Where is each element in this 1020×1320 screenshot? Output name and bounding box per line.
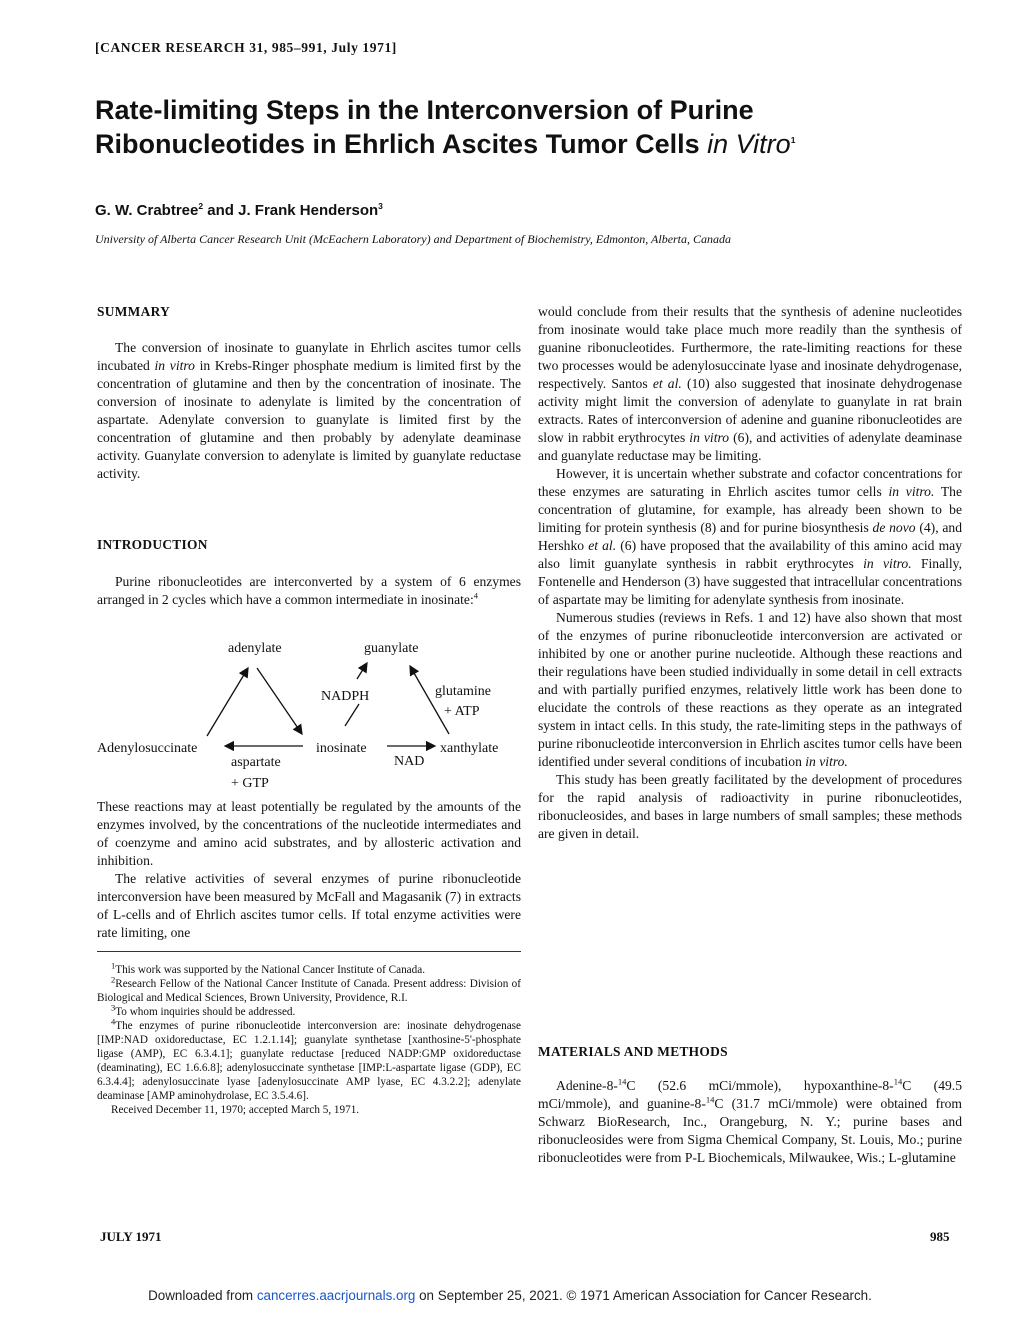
- footnote-2: $^2$Research Fellow of the National Cancer Institute of Canada. Present address: Division of Biological and Medical Sciences, Brown University, Providence, R.I.: [97, 974, 521, 1004]
- footnote-rule: [97, 951, 521, 952]
- page-number: 985: [930, 1229, 950, 1244]
- footnote-4: $^4$The enzymes of purine ribonucleotide interconversion are: inosinate dehydrogenase [IMP:NAD oxidoreductase, EC 1.2.1.14]; guanylate synthetase [xanthosine-5'-phosphate ligase (AMP), EC 6.3.4.1]; guanylate reductase [reduced NADP:GMP oxidoreductase (deaminating), EC 1.6.6.8]; adenylosuccinate synthetase [IMP:L-aspartate ligase (GDP), EC 6.3.4.4]; adenylosuccinate lyase [adenylosuccinate AMP lyase, EC 4.3.2.2]; adenylate deaminase [AMP aminohydrolase, EC 3.5.4.6].: [97, 1016, 521, 1102]
- label-nadph: NADPH: [321, 689, 370, 704]
- download-link[interactable]: cancerres.aacrjournals.org: [256, 1288, 416, 1303]
- label-adenylate: adenylate: [228, 641, 282, 656]
- interconversion-diagram: [97, 636, 521, 796]
- label-aspartate: aspartate: [231, 755, 281, 770]
- arrow-adenylate-to-inosinate: [257, 668, 302, 734]
- footnotes: [97, 960, 521, 1117]
- right-paragraph-1: would conclude from their results that the synthesis of adenine nucleotides from inosinate would take place much more readily than the synthesis of guanine ribonucleotides. Furthermore, the rate-limiting reactions for these two processes would be adenylosuccinate lyase and inosinate dehydrogenase, respectively. Santos et al. (10) also suggested that inosinate dehydrogenase activity might limit the conversion of adenylate to guanylate in rat brain extracts. Rates of interconversion of adenine and guanine ribonucleotides are slow in rabbit erythrocytes in vitro (6), and activities of adenylate deaminase and guanylate reductase may be limiting.: [538, 304, 963, 463]
- arrow-xanthylate-to-guanylate: [410, 666, 449, 734]
- intro-paragraph-2: These reactions may at least potentially be regulated by the amounts of the enzymes involved, by the concentrations of the nucleotide intermediates and of coenzyme and amino acid substrates, and by allosteric activation and inhibition.: [97, 799, 521, 868]
- intro-continued: [97, 798, 521, 942]
- label-guanylate: guanylate: [364, 641, 419, 656]
- download-notice: Downloaded from cancerres.aacrjournals.org on September 25, 2021. © 1971 American Association for Cancer Research.: [148, 1288, 872, 1303]
- paper-title: Rate-limiting Steps in the Interconversion of Purine Ribonucleotides in Ehrlich Ascites Tumor Cells in Vitro$^1$: [95, 95, 796, 159]
- author-1: G. W. Crabtree: [95, 202, 199, 219]
- intro-paragraph-1: Purine ribonucleotides are interconverted by a system of 6 enzymes arranged in 2 cycles which have a common intermediate in inosinate:$^4$: [97, 574, 521, 607]
- right-paragraph-3: Numerous studies (reviews in Refs. 1 and 12) have also shown that most of the enzymes of purine ribonucleotide interconversion are activated or inhibited by one or another purine nucleotide. Although these reactions and their regulations have been studied individually in some detail in cell extracts and with partially purified enzymes, relatively little work has been done to elucidate the controls of these reactions as they operate as an integrated system in intact cells. In this study, the rate-limiting steps in the pathways of purine ribonucleotide interconversion in Ehrlich ascites tumor cells have been identified under several conditions of incubation in vitro.: [538, 610, 962, 769]
- summary-heading: SUMMARY: [97, 304, 171, 319]
- label-glutamine: glutamine: [435, 684, 491, 699]
- materials-methods-section: [538, 1043, 962, 1167]
- journal-header: [CANCER RESEARCH 31, 985–991, July 1971]: [95, 40, 397, 55]
- introduction-heading: INTRODUCTION: [97, 537, 208, 552]
- summary-section: [97, 303, 521, 483]
- arrow-guanylate-reductase: [357, 663, 367, 679]
- affiliation: University of Alberta Cancer Research Unit (McEachern Laboratory) and Department of Biochemistry, Edmonton, Alberta, Canada: [95, 232, 732, 246]
- label-inosinate: inosinate: [316, 741, 367, 756]
- arrow-adenylosuccinate-to-adenylate: [207, 668, 248, 736]
- footer-issue: JULY 1971: [100, 1229, 162, 1244]
- right-paragraph-4: This study has been greatly facilitated by the development of procedures for the rapid analysis of radioactivity in purine ribonucleotides, ribonucleosides, and bases in large numbers of small samples; these methods are given in detail.: [538, 772, 962, 841]
- label-atp: + ATP: [444, 704, 480, 719]
- intro-paragraph-3: The relative activities of several enzymes of purine ribonucleotide interconversion have been measured by McFall and Magasanik (7) in extracts of L-cells and of Ehrlich ascites tumor cells. If total enzyme activities were rate limiting, one: [97, 871, 521, 940]
- materials-methods-heading: MATERIALS AND METHODS: [538, 1044, 728, 1059]
- footnote-1: $^1$This work was supported by the National Cancer Institute of Canada.: [111, 960, 426, 976]
- label-xanthylate: xanthylate: [440, 741, 499, 756]
- label-adenylosuccinate: Adenylosuccinate: [97, 741, 198, 756]
- footnote-3: $^3$To whom inquiries should be addressed.: [111, 1002, 296, 1018]
- label-nad: NAD: [394, 754, 425, 769]
- right-paragraph-2: However, it is uncertain whether substrate and cofactor concentrations for these enzymes are saturating in Ehrlich ascites tumor cells in vitro. The concentration of glutamine, for example, has already been shown to be limiting for protein synthesis (8) and for purine biosynthesis de novo (4), and Hershko et al. (6) have proposed that the availability of this amino acid may also limit guanylate synthesis in rabbit erythrocytes in vitro. Finally, Fontenelle and Henderson (3) have suggested that intracellular concentrations of aspartate may be limiting for adenylate synthesis from inosinate.: [538, 466, 963, 607]
- author-2: J. Frank Henderson: [238, 202, 379, 219]
- materials-paragraph: Adenine-8-$^{14}$C (52.6 mCi/mmole), hypoxanthine-8-$^{14}$C (49.5 mCi/mmole), and guanine-8-$^{14}$C (31.7 mCi/mmole) were obtained from Schwarz BioResearch, Inc., Orangeburg, N. Y.; purine bases and ribonucleosides were from Sigma Chemical Company, St. Louis, Mo.; purine ribonucleotides were from P-L Biochemicals, Milwaukee, Wis.; L-glutamine: [538, 1076, 962, 1165]
- author-list: G. W. Crabtree$^2$ and J. Frank Henderson$^3$: [95, 201, 383, 219]
- introduction-section: [97, 536, 521, 609]
- arrow-inosinate-guanylate-lower: [345, 704, 359, 726]
- received-date: Received December 11, 1970; accepted March 5, 1971.: [111, 1104, 360, 1116]
- summary-paragraph: The conversion of inosinate to guanylate in Ehrlich ascites tumor cells incubated in vitro in Krebs-Ringer phosphate medium is limited first by the concentration of glutamine and then by the concentration of inosinate. The conversion of inosinate to adenylate is limited by the concentration of aspartate. Adenylate conversion to guanylate is limited first by the concentration of glutamine and then probably by adenylate deaminase activity. Guanylate conversion to adenylate is limited by guanylate reductase activity.: [97, 340, 521, 481]
- right-column: [538, 303, 962, 843]
- label-gtp: + GTP: [231, 776, 269, 791]
